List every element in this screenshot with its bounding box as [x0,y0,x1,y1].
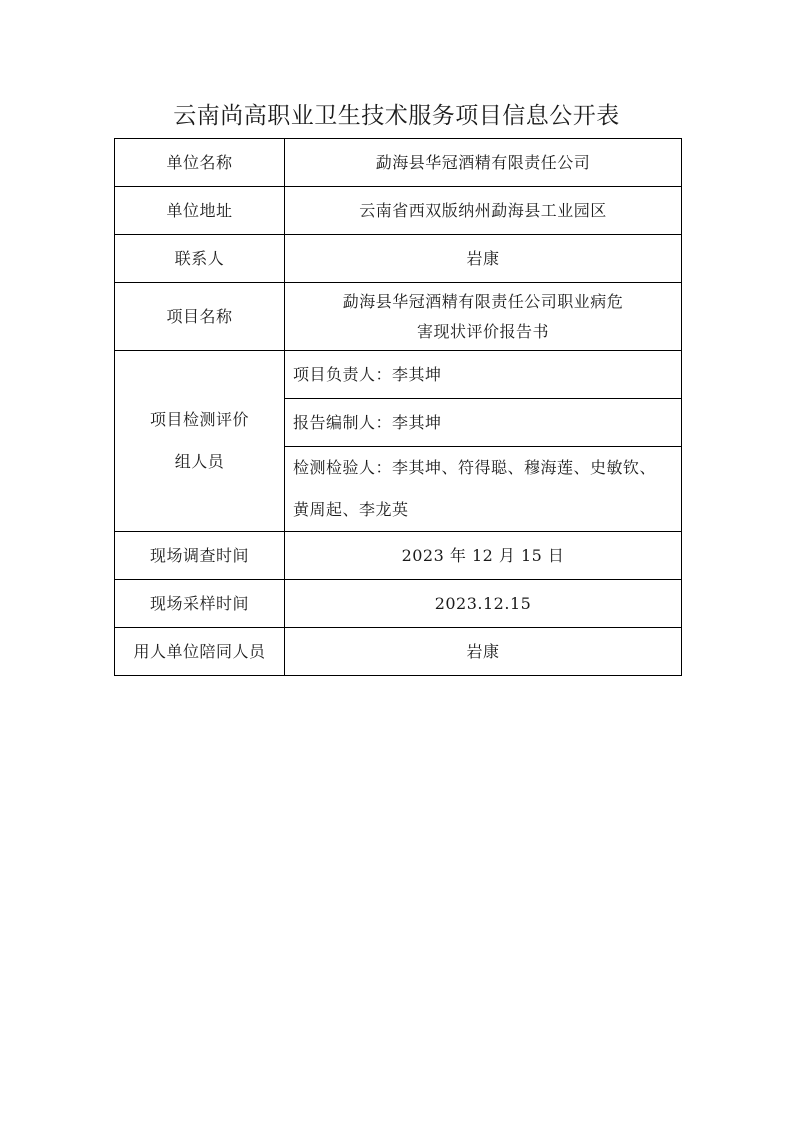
inspectors-line-2: 黄周起、李龙英 [293,500,409,519]
contact-value: 岩康 [285,235,682,283]
report-author-value: 报告编制人：李其坤 [285,399,682,447]
page-title: 云南尚高职业卫生技术服务项目信息公开表 [173,103,620,129]
accompany-value: 岩康 [285,628,682,676]
inspectors-line-1: 检测检验人：李其坤、符得聪、穆海莲、史敏钦、 [293,458,657,477]
table-row-project-name [115,283,682,351]
table-row-contact [115,235,682,283]
sampling-time-label: 现场采样时间 [115,580,285,628]
contact-label: 联系人 [115,235,285,283]
team-label [115,351,285,532]
table-row-sampling-time [115,580,682,628]
unit-address-value: 云南省西双版纳州勐海县工业园区 [285,187,682,235]
unit-address-label: 单位地址 [115,187,285,235]
unit-name-value: 勐海县华冠酒精有限责任公司 [285,139,682,187]
table-row-team-leader [115,351,682,399]
table-row-survey-time [115,532,682,580]
project-name-label: 项目名称 [115,283,285,351]
table-row-unit-address [115,187,682,235]
team-leader-value: 项目负责人：李其坤 [285,351,682,399]
inspectors-value [285,447,682,532]
survey-time-label: 现场调查时间 [115,532,285,580]
project-name-line-1: 勐海县华冠酒精有限责任公司职业病危 [342,291,624,311]
project-name-line-2: 害现状评价报告书 [416,321,549,341]
table-row-accompany [115,628,682,676]
sampling-time-value: 2023.12.15 [285,580,682,628]
team-label-line-1: 项目检测评价 [149,410,249,429]
survey-time-value: 2023 年 12 月 15 日 [285,532,682,580]
project-name-value [285,283,682,351]
project-info-table [114,138,682,676]
team-label-line-2: 组人员 [174,452,225,471]
accompany-label: 用人单位陪同人员 [115,628,285,676]
table-row-unit-name [115,139,682,187]
unit-name-label: 单位名称 [115,139,285,187]
